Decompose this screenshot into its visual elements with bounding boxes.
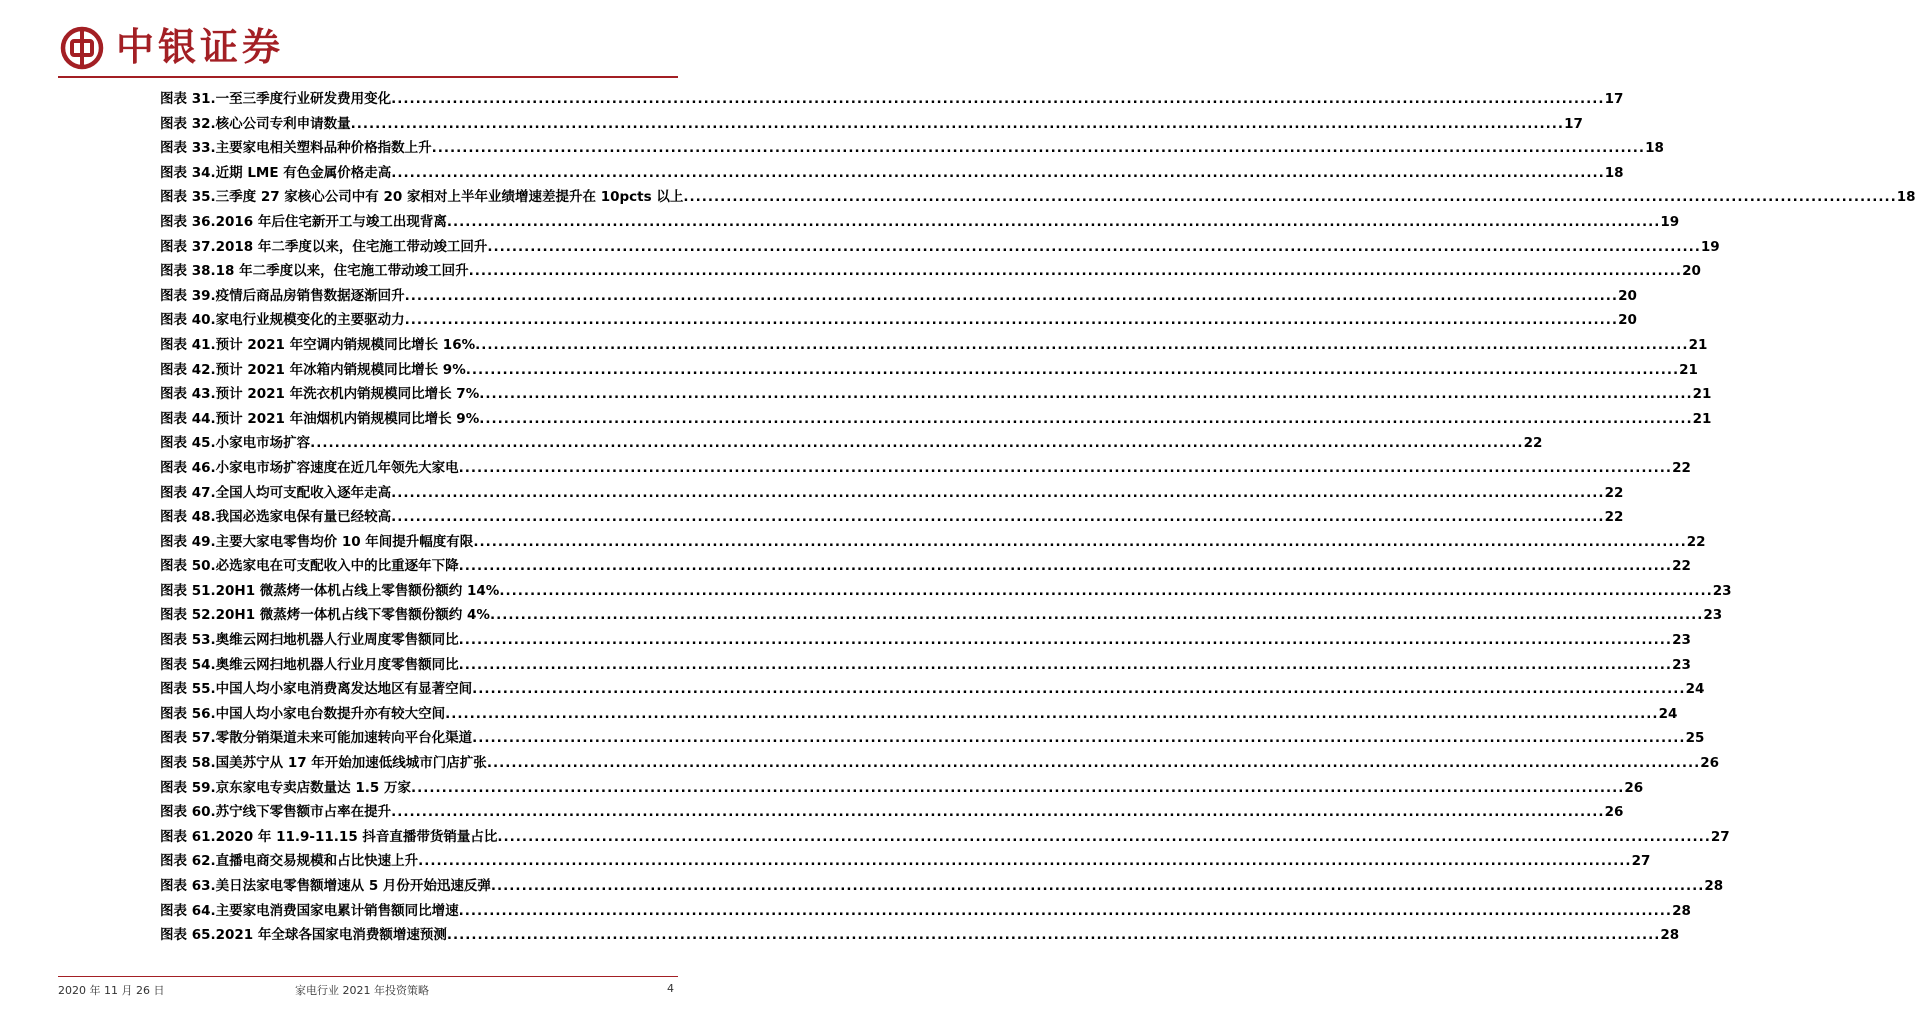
toc-entry[interactable] <box>160 923 1680 948</box>
toc-entry-label: 图表 42. <box>160 361 216 378</box>
toc-entry[interactable] <box>160 579 1732 604</box>
toc-leader-dots <box>391 91 1604 107</box>
toc-entry-page: 26 <box>1700 755 1720 772</box>
toc-entry-title: 小家电市场扩容速度在近几年领先大家电 <box>215 459 459 476</box>
toc-entry[interactable] <box>160 185 1916 210</box>
toc-entry[interactable] <box>160 849 1651 874</box>
toc-entry-page: 18 <box>1604 164 1624 181</box>
toc-entry[interactable] <box>160 308 1637 333</box>
toc-leader-dots <box>391 485 1604 501</box>
toc-entry-page: 21 <box>1692 410 1712 427</box>
toc-entry-page: 20 <box>1618 312 1637 329</box>
toc-entry-title: 一至三季度行业研发费用变化 <box>215 91 392 107</box>
toc-entry-label: 图表 47. <box>160 484 216 501</box>
toc-entry-page: 27 <box>1631 853 1651 870</box>
toc-entry-page: 28 <box>1704 878 1724 894</box>
toc-entry[interactable] <box>160 726 1705 751</box>
toc-entry-label: 图表 65. <box>160 927 216 944</box>
toc-entry[interactable] <box>160 603 1723 628</box>
toc-entry[interactable] <box>160 505 1624 530</box>
toc-entry-title: 主要大家电零售均价 10 年间提升幅度有限 <box>215 533 474 550</box>
toc-entry-page: 23 <box>1712 582 1732 599</box>
toc-entry-title: 2020 年 11.9-11.15 抖音直播带货销量占比 <box>215 828 498 845</box>
toc-entry[interactable] <box>160 628 1691 653</box>
toc-entry[interactable] <box>160 825 1730 850</box>
toc-entry-page: 22 <box>1672 459 1691 476</box>
toc-entry[interactable] <box>160 358 1698 383</box>
toc-leader-dots <box>487 239 1700 255</box>
toc-entry[interactable] <box>160 481 1624 506</box>
toc-entry-label: 图表 63. <box>160 878 216 894</box>
toc-leader-dots <box>459 632 1672 648</box>
toc-entry-page: 26 <box>1624 779 1644 796</box>
toc-entry-title: 必选家电在可支配收入中的比重逐年下降 <box>215 558 459 575</box>
brand-name: 中银证券 <box>116 24 285 69</box>
toc-leader-dots <box>475 337 1688 353</box>
toc-entry-title: 京东家电专卖店数量达 1.5 万家 <box>215 779 411 796</box>
toc-entry-title: 20H1 微蒸烤一体机占线下零售额份额约 4% <box>215 607 490 624</box>
toc-leader-dots <box>472 730 1685 746</box>
toc-entry-title: 主要家电相关塑料品种价格指数上升 <box>215 140 432 157</box>
toc-entry-label: 图表 52. <box>160 607 216 624</box>
toc-entry-title: 主要家电消费国家电累计销售额同比增速 <box>215 902 459 919</box>
toc-leader-dots <box>351 116 1564 132</box>
toc-entry-label: 图表 51. <box>160 582 216 599</box>
toc-entry-label: 图表 43. <box>160 386 216 403</box>
toc-leader-dots <box>391 509 1604 525</box>
toc-entry-page: 22 <box>1672 558 1691 575</box>
toc-leader-dots <box>447 927 1660 943</box>
toc-entry-title: 我国必选家电保有量已经较高 <box>215 509 392 526</box>
toc-entry-label: 图表 64. <box>160 902 216 919</box>
toc-leader-dots <box>497 829 1710 845</box>
toc-entry-label: 图表 33. <box>160 140 216 157</box>
toc-leader-dots <box>432 140 1645 156</box>
toc-entry-label: 图表 46. <box>160 459 216 476</box>
toc-entry-label: 图表 36. <box>160 213 216 230</box>
toc-leader-dots <box>459 903 1672 919</box>
toc-entry-page: 18 <box>1896 189 1916 206</box>
toc-entry-label: 图表 37. <box>160 238 216 255</box>
toc-entry[interactable] <box>160 677 1705 702</box>
toc-entry[interactable] <box>160 456 1691 481</box>
toc-entry-label: 图表 39. <box>160 287 216 304</box>
page-header <box>0 0 724 80</box>
toc-entry-label: 图表 60. <box>160 804 216 821</box>
toc-leader-dots <box>491 878 1704 894</box>
toc-entry-title: 奥维云网扫地机器人行业周度零售额同比 <box>215 632 459 649</box>
toc-leader-dots <box>479 411 1692 427</box>
toc-entry[interactable] <box>160 382 1712 407</box>
toc-leader-dots <box>472 681 1685 697</box>
toc-entry-title: 20H1 微蒸烤一体机占线上零售额份额约 14% <box>215 582 500 599</box>
toc-entry[interactable] <box>160 751 1720 776</box>
toc-entry-title: 预计 2021 年冰箱内销规模同比增长 9% <box>215 361 466 378</box>
toc-leader-dots <box>405 312 1618 328</box>
toc-entry-label: 图表 40. <box>160 312 216 329</box>
toc-entry-label: 图表 45. <box>160 435 216 452</box>
toc-entry-title: 全国人均可支配收入逐年走高 <box>215 484 392 501</box>
toc-entry[interactable] <box>160 210 1680 235</box>
toc-leader-dots <box>459 558 1672 574</box>
footer-divider <box>58 976 678 977</box>
toc-leader-dots <box>310 435 1523 451</box>
toc-entry-page: 24 <box>1685 681 1705 698</box>
toc-entry-title: 直播电商交易规模和占比快速上升 <box>215 853 419 870</box>
toc-entry-label: 图表 31. <box>160 91 216 107</box>
toc-entry-label: 图表 55. <box>160 681 216 698</box>
toc-leader-dots <box>447 214 1660 230</box>
toc-leader-dots <box>487 755 1700 771</box>
toc-entry[interactable] <box>160 431 1543 456</box>
toc-entry-label: 图表 32. <box>160 115 216 132</box>
toc-entry-page: 19 <box>1660 213 1680 230</box>
toc-entry-title: 美日法家电零售额增速从 5 月份开始迅速反弹 <box>215 878 491 894</box>
toc-entry[interactable] <box>160 161 1624 186</box>
toc-entry[interactable] <box>160 899 1691 924</box>
toc-entry[interactable] <box>160 259 1701 284</box>
toc-entry-page: 22 <box>1604 509 1624 526</box>
toc-entry-label: 图表 50. <box>160 558 216 575</box>
toc-leader-dots <box>391 165 1604 181</box>
toc-entry-label: 图表 41. <box>160 336 216 353</box>
toc-entry-page: 28 <box>1660 927 1680 944</box>
page-number: 4 <box>667 982 674 995</box>
toc-entry-label: 图表 44. <box>160 410 216 427</box>
toc-entry-title: 奥维云网扫地机器人行业月度零售额同比 <box>215 656 459 673</box>
toc-entry-label: 图表 59. <box>160 779 216 796</box>
toc-entry-title: 疫情后商品房销售数据逐渐回升 <box>215 287 405 304</box>
table-of-figures <box>160 87 1916 948</box>
toc-entry-title: 近期 LME 有色金属价格走高 <box>215 164 392 181</box>
toc-leader-dots <box>459 657 1672 673</box>
toc-entry-page: 28 <box>1672 902 1691 919</box>
toc-leader-dots <box>683 189 1896 205</box>
toc-entry-title: 预计 2021 年油烟机内销规模同比增长 9% <box>215 410 480 427</box>
bank-of-china-logo-icon <box>60 26 104 70</box>
toc-entry[interactable] <box>160 87 1624 112</box>
toc-entry-page: 23 <box>1703 607 1723 624</box>
footer-report-title: 家电行业 2021 年投资策略 <box>295 984 429 997</box>
toc-entry-label: 图表 48. <box>160 509 216 526</box>
toc-entry-page: 22 <box>1686 533 1706 550</box>
toc-entry-title: 零散分销渠道未来可能加速转向平台化渠道 <box>215 730 473 747</box>
toc-entry-title: 中国人均小家电台数提升亦有较大空间 <box>215 705 446 722</box>
toc-entry-page: 17 <box>1604 91 1624 107</box>
toc-entry[interactable] <box>160 136 1664 161</box>
toc-entry-label: 图表 57. <box>160 730 216 747</box>
toc-entry-label: 图表 35. <box>160 189 216 206</box>
toc-entry-page: 23 <box>1672 632 1691 649</box>
toc-entry-page: 21 <box>1688 336 1708 353</box>
toc-entry-label: 图表 49. <box>160 533 216 550</box>
toc-entry-title: 18 年二季度以来，住宅施工带动竣工回升 <box>215 263 469 280</box>
toc-entry-title: 预计 2021 年空调内销规模同比增长 16% <box>215 336 476 353</box>
toc-entry-page: 26 <box>1604 804 1624 821</box>
toc-entry-title: 苏宁线下零售额市占率在提升 <box>215 804 392 821</box>
toc-entry-title: 三季度 27 家核心公司中有 20 家相对上半年业绩增速差提升在 10pcts 以上 <box>215 189 684 206</box>
toc-entry-label: 图表 58. <box>160 755 216 772</box>
toc-leader-dots <box>418 853 1631 869</box>
toc-entry-label: 图表 53. <box>160 632 216 649</box>
toc-leader-dots <box>445 706 1658 722</box>
toc-entry-title: 2016 年后住宅新开工与竣工出现背离 <box>215 213 447 230</box>
toc-entry-page: 20 <box>1682 263 1701 280</box>
toc-entry[interactable] <box>160 874 1724 899</box>
toc-entry-title: 2021 年全球各国家电消费额增速预测 <box>215 927 447 944</box>
toc-entry-label: 图表 62. <box>160 853 216 870</box>
toc-entry-label: 图表 54. <box>160 656 216 673</box>
toc-entry-page: 21 <box>1679 361 1698 378</box>
toc-entry-page: 22 <box>1523 435 1543 452</box>
toc-leader-dots <box>473 534 1686 550</box>
toc-entry[interactable] <box>160 653 1691 678</box>
toc-entry-title: 小家电市场扩容 <box>215 435 311 452</box>
footer-date: 2020 年 11 月 26 日 <box>58 984 165 997</box>
toc-entry-page: 27 <box>1710 828 1730 845</box>
toc-entry[interactable] <box>160 702 1678 727</box>
toc-entry-label: 图表 56. <box>160 705 216 722</box>
toc-entry-title: 家电行业规模变化的主要驱动力 <box>215 312 405 329</box>
toc-entry-title: 2018 年二季度以来，住宅施工带动竣工回升 <box>215 238 488 255</box>
toc-leader-dots <box>499 583 1712 599</box>
toc-entry[interactable] <box>160 407 1712 432</box>
toc-entry[interactable] <box>160 530 1706 555</box>
toc-entry[interactable] <box>160 800 1624 825</box>
toc-leader-dots <box>391 804 1604 820</box>
toc-entry[interactable] <box>160 776 1644 801</box>
toc-entry-label: 图表 61. <box>160 828 216 845</box>
toc-entry-title: 中国人均小家电消费离发达地区有显著空间 <box>215 681 473 698</box>
toc-leader-dots <box>411 780 1624 796</box>
toc-entry-title: 核心公司专利申请数量 <box>215 115 351 132</box>
toc-leader-dots <box>469 263 1682 279</box>
toc-entry[interactable] <box>160 284 1637 309</box>
toc-entry[interactable] <box>160 112 1583 137</box>
toc-entry-title: 预计 2021 年洗衣机内销规模同比增长 7% <box>215 386 480 403</box>
toc-entry-page: 23 <box>1672 656 1691 673</box>
toc-entry[interactable] <box>160 235 1720 260</box>
header-divider <box>58 76 678 78</box>
toc-leader-dots <box>490 607 1703 623</box>
toc-entry-page: 22 <box>1604 484 1624 501</box>
toc-entry-page: 19 <box>1700 238 1720 255</box>
toc-entry-page: 21 <box>1692 386 1712 403</box>
toc-entry[interactable] <box>160 554 1691 579</box>
toc-entry-page: 17 <box>1564 115 1583 132</box>
toc-leader-dots <box>466 362 1679 378</box>
toc-leader-dots <box>405 288 1618 304</box>
toc-entry-title: 国美苏宁从 17 年开始加速低线城市门店扩张 <box>215 755 487 772</box>
toc-entry[interactable] <box>160 333 1708 358</box>
toc-leader-dots <box>459 460 1672 476</box>
toc-entry-page: 20 <box>1618 287 1637 304</box>
toc-entry-label: 图表 34. <box>160 164 216 181</box>
toc-entry-label: 图表 38. <box>160 263 216 280</box>
toc-entry-page: 25 <box>1685 730 1705 747</box>
toc-entry-page: 18 <box>1645 140 1664 157</box>
toc-leader-dots <box>479 386 1692 402</box>
toc-entry-page: 24 <box>1658 705 1678 722</box>
